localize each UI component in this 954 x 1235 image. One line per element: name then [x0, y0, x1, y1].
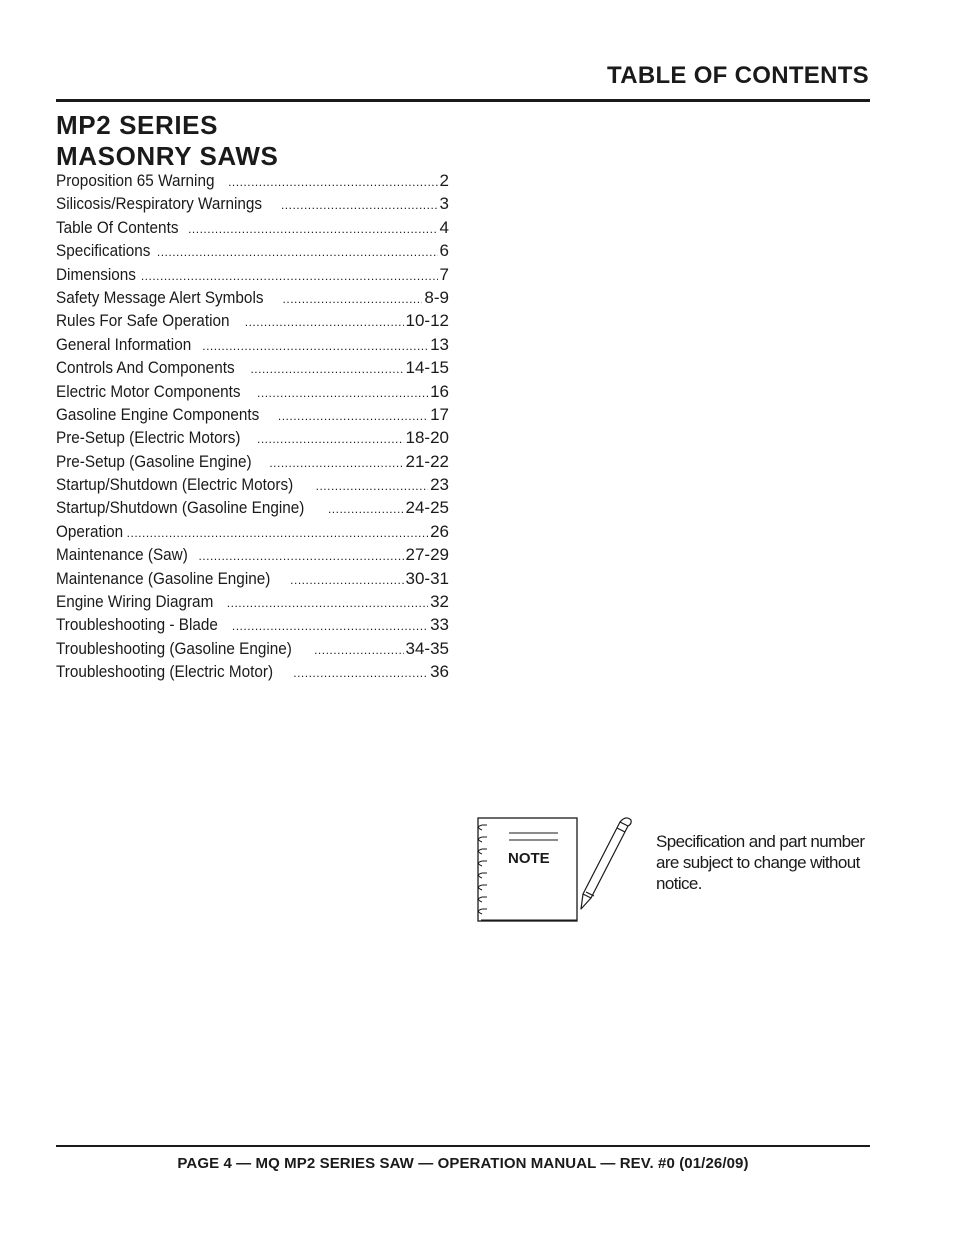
toc-entry-label: Dimensions — [56, 264, 136, 284]
toc-entry-page: 18-20 — [405, 428, 449, 448]
toc-entry-label: Silicosis/Respiratory Warnings — [56, 194, 263, 214]
toc-entry-label: Maintenance (Gasoline Engine) — [56, 568, 271, 588]
toc-entry — [56, 662, 449, 685]
toc-entry-page: 4 — [439, 217, 449, 237]
toc-entry-page: 17 — [430, 404, 449, 424]
toc-leader-dots — [202, 339, 428, 353]
page-footer: PAGE 4 — MQ MP2 SERIES SAW — OPERATION MANUAL — REV. #0 (01/26/09) — [177, 1155, 749, 1172]
toc-entry-page: 16 — [430, 381, 449, 401]
toc-entry-page: 27-29 — [405, 545, 449, 565]
toc-leader-dots — [290, 573, 403, 587]
toc-leader-dots — [269, 456, 403, 470]
toc-entry-label: Controls And Components — [56, 358, 235, 378]
toc-entry-label: Startup/Shutdown (Gasoline Engine) — [56, 498, 305, 518]
toc-leader-dots — [228, 175, 437, 189]
toc-entry-page: 32 — [430, 592, 449, 612]
toc-entry-label: Troubleshooting (Gasoline Engine) — [56, 638, 292, 658]
toc-entry-page: 26 — [430, 521, 449, 541]
toc-entry-page: 36 — [430, 662, 449, 682]
toc-entry — [56, 569, 449, 592]
toc-entry-label: Gasoline Engine Components — [56, 404, 260, 424]
toc-entry-label: Electric Motor Components — [56, 381, 241, 401]
toc-entry-label: Pre-Setup (Gasoline Engine) — [56, 451, 252, 471]
toc-entry-label: General Information — [56, 334, 192, 354]
toc-leader-dots — [257, 432, 404, 446]
toc-entry — [56, 265, 449, 288]
toc-entry — [56, 194, 449, 217]
toc-entry-page: 21-22 — [405, 451, 449, 471]
toc-entry-label: Pre-Setup (Electric Motors) — [56, 428, 241, 448]
toc-entry — [56, 545, 449, 568]
toc-entry-label: Engine Wiring Diagram — [56, 592, 214, 612]
toc-entry — [56, 288, 449, 311]
toc-leader-dots — [293, 666, 428, 680]
toc-entry — [56, 171, 449, 194]
toc-entry-page: 34-35 — [405, 638, 449, 658]
toc-entry-page: 7 — [439, 264, 449, 284]
toc-leader-dots — [250, 362, 403, 376]
toc-entry — [56, 218, 449, 241]
toc-entry-page: 24-25 — [405, 498, 449, 518]
toc-entry-page: 13 — [430, 334, 449, 354]
toc-leader-dots — [188, 222, 437, 236]
toc-entry-label: Specifications — [56, 241, 151, 261]
toc-entry-label: Troubleshooting (Electric Motor) — [56, 662, 274, 682]
toc-leader-dots — [227, 596, 428, 610]
toc-entry — [56, 592, 449, 615]
toc-entry-page: 33 — [430, 615, 449, 635]
toc-leader-dots — [157, 245, 438, 259]
notepad-pencil-icon — [470, 812, 640, 927]
toc-entry-label: Maintenance (Saw) — [56, 545, 188, 565]
table-of-contents — [56, 171, 449, 686]
toc-entry — [56, 241, 449, 264]
toc-entry — [56, 382, 449, 405]
toc-entry-label: Startup/Shutdown (Electric Motors) — [56, 475, 294, 495]
document-title-line-2: MASONRY SAWS — [56, 141, 279, 171]
toc-entry — [56, 522, 449, 545]
section-title: TABLE OF CONTENTS — [607, 62, 869, 89]
document-title — [56, 110, 278, 172]
toc-entry-page: 3 — [439, 194, 449, 214]
toc-entry — [56, 311, 449, 334]
toc-entry-page: 6 — [439, 241, 449, 261]
toc-leader-dots — [198, 549, 403, 563]
toc-leader-dots — [283, 292, 423, 306]
toc-leader-dots — [257, 386, 428, 400]
toc-leader-dots — [278, 409, 428, 423]
toc-leader-dots — [314, 643, 403, 657]
toc-entry-page: 14-15 — [405, 358, 449, 378]
header-rule — [56, 99, 870, 102]
toc-leader-dots — [281, 198, 438, 212]
toc-entry-label: Operation — [56, 521, 124, 541]
toc-leader-dots — [245, 315, 404, 329]
toc-entry-label: Proposition 65 Warning — [56, 171, 215, 190]
toc-entry — [56, 475, 449, 498]
toc-entry — [56, 428, 449, 451]
toc-entry-page: 23 — [430, 475, 449, 495]
toc-entry — [56, 639, 449, 662]
document-title-line-1: MP2 SERIES — [56, 110, 219, 140]
toc-entry-label: Troubleshooting - Blade — [56, 615, 218, 635]
toc-entry-page: 8-9 — [424, 287, 449, 307]
toc-entry-page: 30-31 — [405, 568, 449, 588]
note-text: Specification and part number are subject to change without notice. — [656, 832, 865, 893]
toc-entry — [56, 405, 449, 428]
toc-entry — [56, 615, 449, 638]
toc-entry-label: Rules For Safe Operation — [56, 311, 230, 331]
toc-entry-page: 10-12 — [405, 311, 449, 331]
toc-entry-label: Table Of Contents — [56, 217, 179, 237]
toc-entry — [56, 498, 449, 521]
toc-entry — [56, 335, 449, 358]
toc-entry — [56, 358, 449, 381]
toc-entry-label: Safety Message Alert Symbols — [56, 287, 264, 307]
toc-entry — [56, 452, 449, 475]
footer-rule — [56, 1145, 870, 1147]
toc-leader-dots — [316, 479, 428, 493]
toc-leader-dots — [127, 526, 428, 540]
toc-entry-page: 2 — [439, 171, 449, 190]
note-label: NOTE — [508, 850, 550, 867]
toc-leader-dots — [328, 502, 404, 516]
toc-leader-dots — [141, 269, 438, 283]
toc-leader-dots — [232, 619, 428, 633]
